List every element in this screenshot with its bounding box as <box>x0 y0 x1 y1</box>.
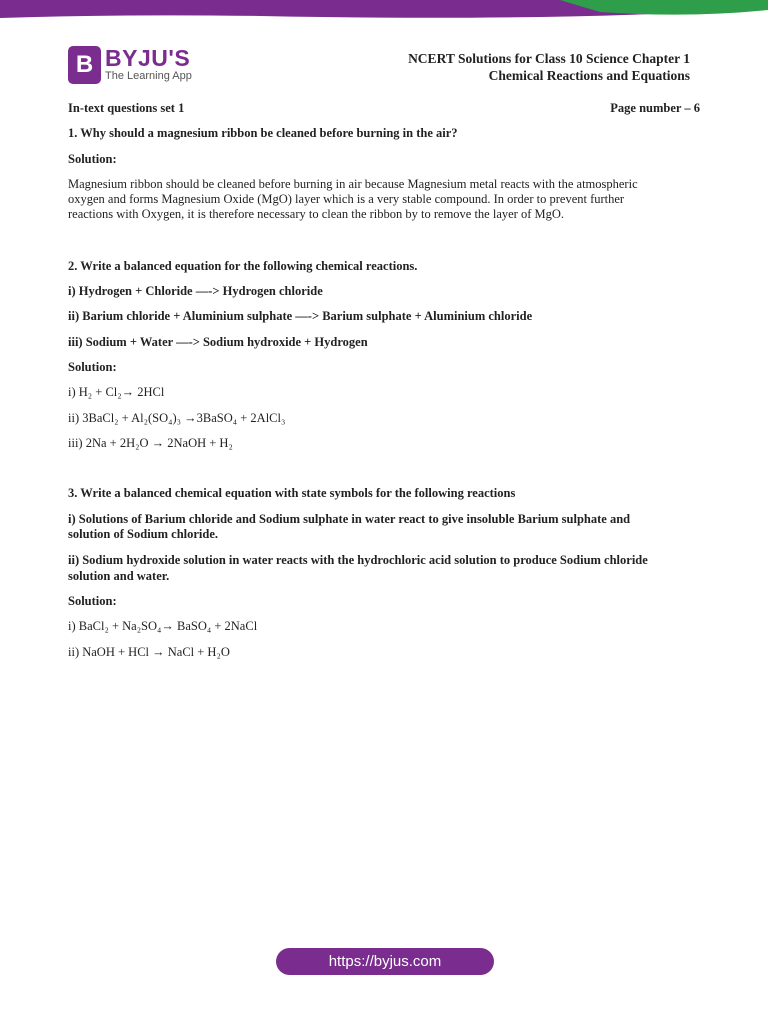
q3-part-ii-line1: ii) Sodium hydroxide solution in water reacts with the hydrochloric acid solution to produce Sodium chloride <box>68 553 648 567</box>
q2-answer-iii: iii) 2Na + 2H₂O → 2NaOH + H₂ <box>68 436 233 450</box>
header-title-line1: NCERT Solutions for Class 10 Science Chapter 1 <box>408 51 690 66</box>
header-title-line2: Chemical Reactions and Equations <box>488 68 690 83</box>
q2-answer-i: i) H₂ + Cl₂→ 2HCl <box>68 385 165 399</box>
question-2: 2. Write a balanced equation for the following chemical reactions. <box>68 259 418 273</box>
byjus-logo <box>68 46 192 84</box>
q1-answer-line1: Magnesium ribbon should be cleaned before burning in air because Magnesium metal reacts with the atmospheric <box>68 177 638 191</box>
q3-answer-ii: ii) NaOH + HCl → NaCl + H₂O <box>68 645 230 659</box>
page-number: Page number – 6 <box>610 101 700 115</box>
top-color-band <box>0 0 768 26</box>
q3-part-i-line2: solution of Sodium chloride. <box>68 527 219 541</box>
question-1: 1. Why should a magnesium ribbon be cleaned before burning in the air? <box>68 126 458 140</box>
q3-part-ii-line2: solution and water. <box>68 569 170 583</box>
section-title: In-text questions set 1 <box>68 101 185 115</box>
q3-answer-i: i) BaCl₂ + Na₂SO₄→ BaSO₄ + 2NaCl <box>68 619 258 633</box>
brand-name: BYJU'S <box>105 45 191 71</box>
q1-solution-label: Solution: <box>68 152 117 166</box>
q3-solution-label: Solution: <box>68 594 117 608</box>
q2-part-iii: iii) Sodium + Water —-> Sodium hydroxide + Hydrogen <box>68 335 368 349</box>
q2-answer-ii: ii) 3BaCl₂ + Al₂(SO₄)₃ →3BaSO₄ + 2AlCl₃ <box>68 411 286 425</box>
q1-answer-line3: reactions with Oxygen, it is therefore necessary to clean the ribbon by to remove the layer of MgO. <box>68 207 565 221</box>
q3-part-i-line1: i) Solutions of Barium chloride and Sodium sulphate in water react to give insoluble Barium sulphate and <box>68 512 631 526</box>
q2-solution-label: Solution: <box>68 360 117 374</box>
logo-mark-icon: B <box>68 46 101 84</box>
question-3: 3. Write a balanced chemical equation with state symbols for the following reactions <box>68 486 516 500</box>
q2-part-ii: ii) Barium chloride + Aluminium sulphate —-> Barium sulphate + Aluminium chloride <box>68 309 533 323</box>
footer-url-link[interactable]: https://byjus.com <box>276 948 494 975</box>
q1-answer-line2: oxygen and forms Magnesium Oxide (MgO) layer which is a very stable compound. In order to prevent further <box>68 192 625 206</box>
brand-tagline: The Learning App <box>105 70 192 82</box>
document-header <box>408 50 690 84</box>
q2-part-i: i) Hydrogen + Chloride —-> Hydrogen chloride <box>68 284 323 298</box>
